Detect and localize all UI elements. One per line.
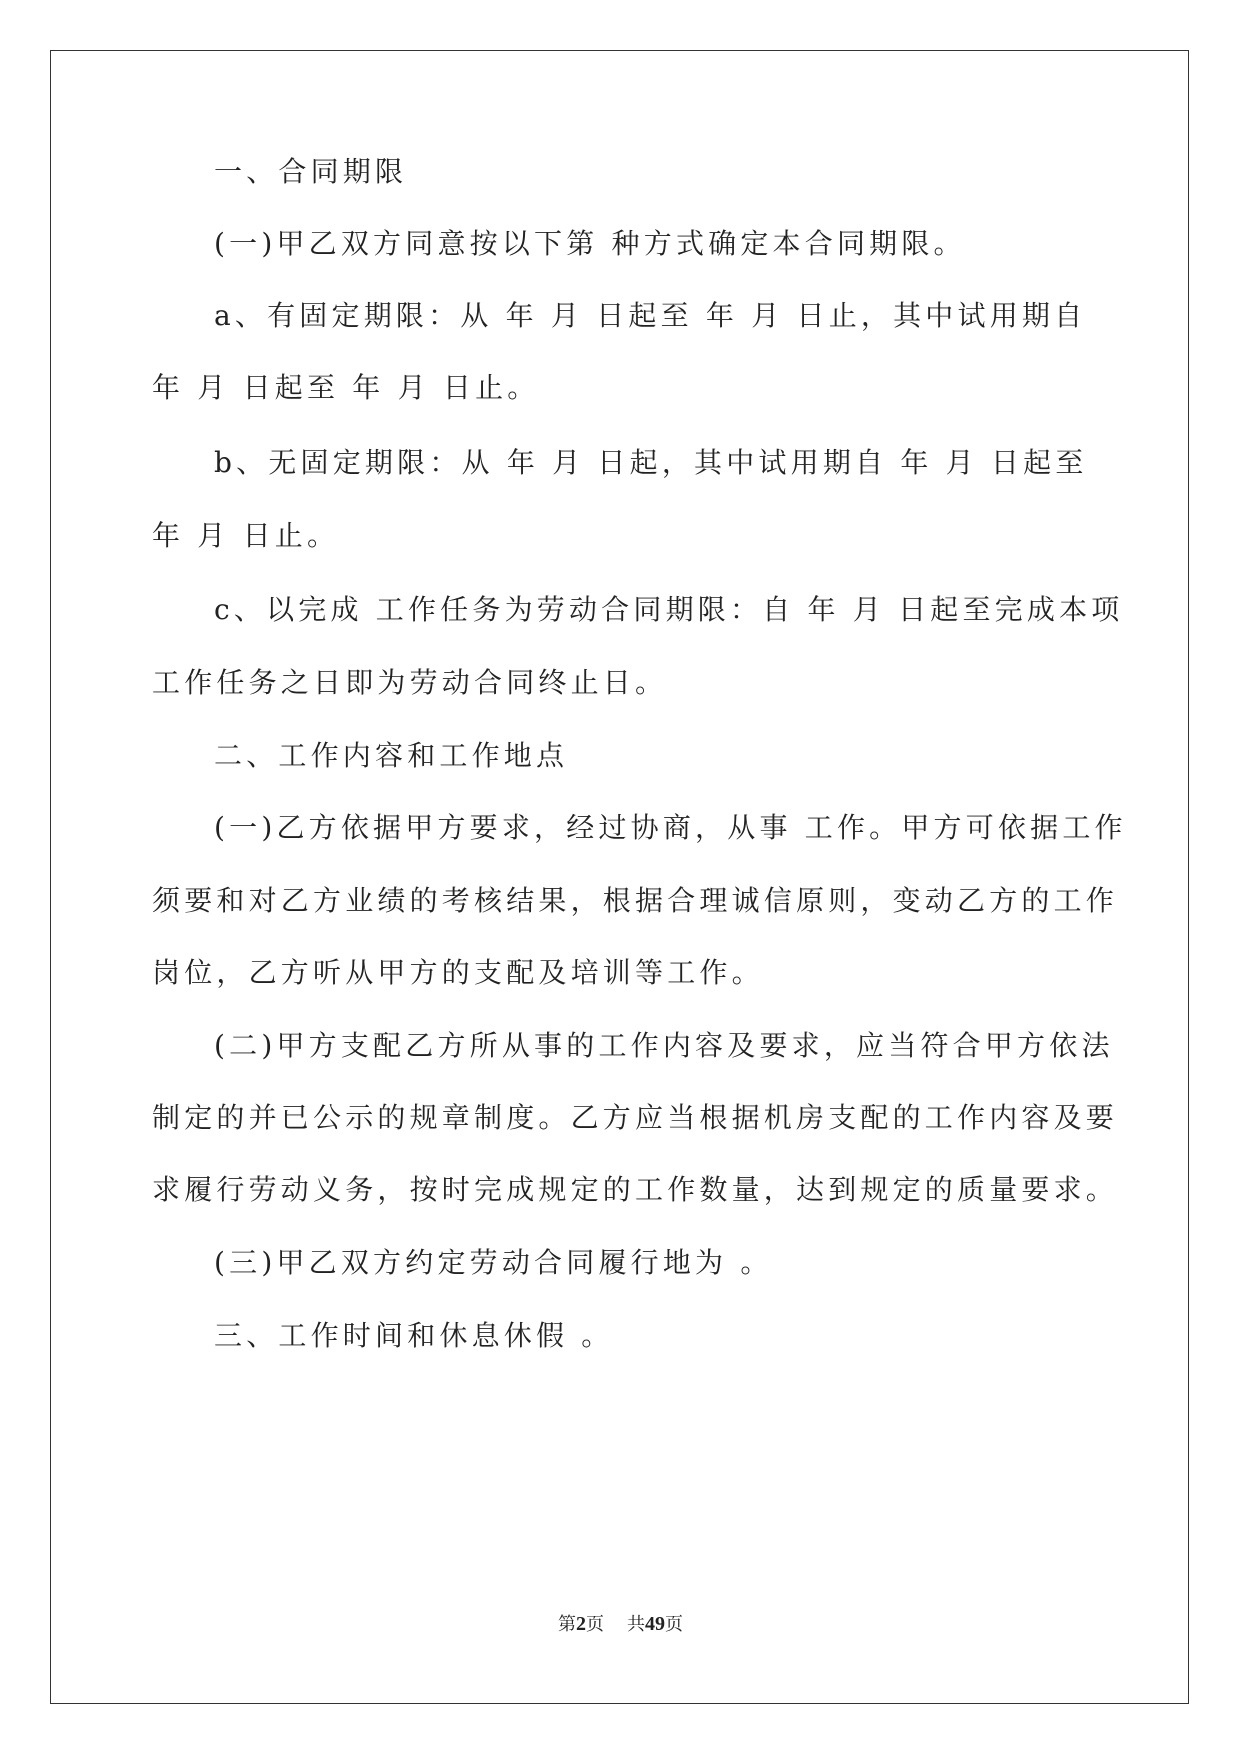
paragraph-line: (一)乙方依据甲方要求，经过协商，从事 工作。甲方可依据工作: [214, 811, 1127, 844]
section-heading-work-content: 二、工作内容和工作地点: [214, 739, 569, 772]
footer-total-suffix: 页: [664, 1614, 683, 1635]
footer-total-prefix: 共: [626, 1614, 645, 1635]
paragraph-line: c、以完成 工作任务为劳动合同期限：自 年 月 日起至完成本项: [214, 593, 1124, 626]
paragraph-line: 制定的并已公示的规章制度。乙方应当根据机房支配的工作内容及要: [152, 1101, 1119, 1134]
paragraph-line: 求履行劳动义务，按时完成规定的工作数量，达到规定的质量要求。: [152, 1173, 1119, 1206]
current-page-number: 2: [576, 1613, 587, 1635]
footer-page-suffix: 页: [586, 1614, 605, 1635]
paragraph-line: 年 月 日止。: [152, 519, 340, 552]
total-page-count: 49: [644, 1613, 665, 1635]
paragraph-line: 工作任务之日即为劳动合同终止日。: [152, 666, 668, 699]
paragraph-line: (一)甲乙双方同意按以下第 种方式确定本合同期限。: [214, 227, 966, 260]
paragraph-line: (三)甲乙双方约定劳动合同履行地为 。: [214, 1246, 773, 1279]
paragraph-line: (二)甲方支配乙方所从事的工作内容及要求，应当符合甲方依法: [214, 1029, 1114, 1062]
paragraph-line: a、有固定期限：从 年 月 日起至 年 月 日止，其中试用期自: [214, 299, 1087, 332]
paragraph-line: 年 月 日起至 年 月 日止。: [152, 371, 540, 404]
footer-prefix: 第: [558, 1614, 577, 1635]
page-footer: [0, 1612, 1241, 1637]
paragraph-line: 须要和对乙方业绩的考核结果，根据合理诚信原则，变动乙方的工作: [152, 884, 1119, 917]
section-heading-working-hours: 三、工作时间和休息休假 。: [214, 1319, 614, 1352]
section-heading-contract-term: 一、合同期限: [214, 155, 408, 188]
paragraph-line: 岗位，乙方听从甲方的支配及培训等工作。: [152, 956, 764, 989]
paragraph-line: b、无固定期限：从 年 月 日起，其中试用期自 年 月 日起至: [214, 446, 1088, 479]
